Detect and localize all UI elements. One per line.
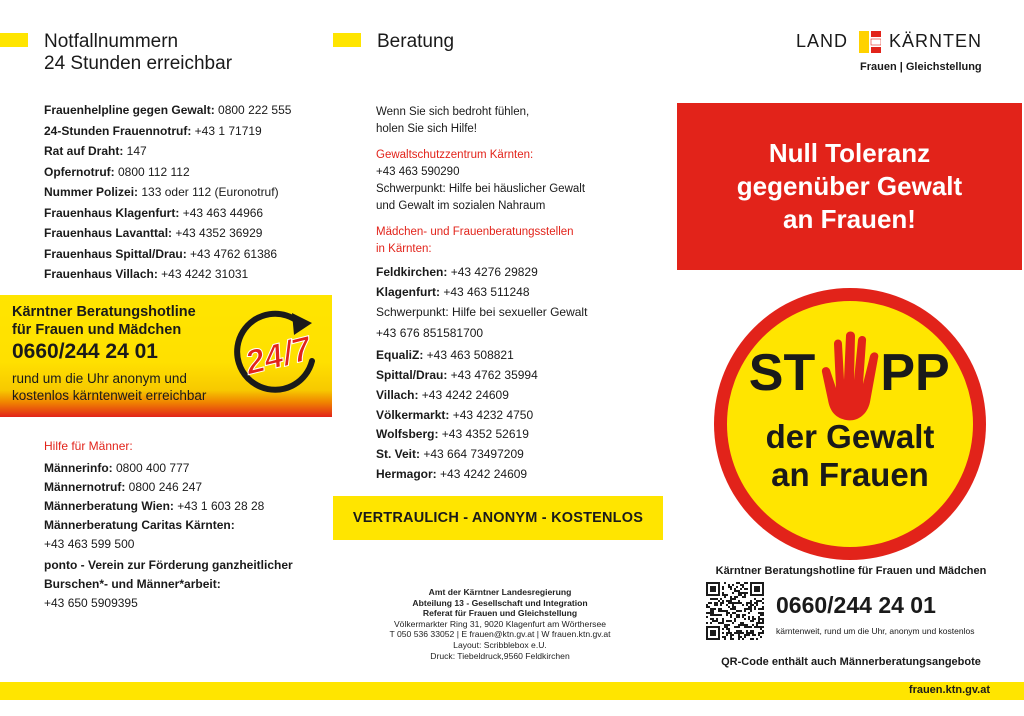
men-help-list	[44, 459, 293, 516]
hotline-banner	[0, 295, 332, 417]
caritas-label: Männerberatung Caritas Kärnten:	[44, 518, 235, 532]
office-row: EqualiZ: +43 463 508821	[376, 348, 514, 363]
hotline-title-line1: Kärntner Beratungshotline	[12, 304, 196, 320]
hotline-desc-line2: kostenlos kärntenweit erreichbar	[12, 388, 207, 403]
emergency-number-row: Nummer Polizei: 133 oder 112 (Euronotruf)	[44, 185, 279, 199]
mf-heading-1: Mädchen- und Frauenberatungsstellen	[376, 226, 574, 238]
stop-line-2: der Gewalt	[765, 418, 935, 455]
hotline-subtitle: kärntenweit, rund um die Uhr, anonym und kostenlos	[776, 626, 975, 636]
imprint-line-4: Völkermarkter Ring 31, 9020 Klagenfurt am Wörthersee	[393, 618, 607, 629]
gsz-phone: +43 463 590290	[376, 166, 460, 178]
hotline-description	[12, 370, 206, 404]
headline-line-1: Null Toleranz	[768, 138, 931, 168]
klagenfurt-focus: Schwerpunkt: Hilfe bei sexueller Gewalt	[376, 304, 588, 319]
yellow-marker	[0, 33, 28, 47]
emergency-number-row: Frauenhaus Villach: +43 4242 31031	[44, 267, 249, 281]
intro-line-2: holen Sie sich Hilfe!	[376, 123, 477, 135]
headline-line-3: an Frauen!	[783, 204, 916, 234]
imprint-line-2: Abteilung 13 - Gesellschaft und Integration	[412, 597, 588, 608]
stop-st: ST	[748, 344, 816, 402]
emergency-title-line2: 24 Stunden erreichbar	[44, 53, 233, 74]
men-help-row: Männerinfo: 0800 400 777	[44, 461, 190, 475]
website-link[interactable]: frauen.ktn.gv.at	[908, 684, 990, 696]
klagenfurt-phone-2: +43 676 851581700	[376, 326, 484, 341]
hotline-number: 0660/244 24 01	[12, 340, 158, 363]
office-klagenfurt: Klagenfurt: +43 463 511248	[376, 284, 530, 299]
office-feldkirchen: Feldkirchen: +43 4276 29829	[376, 265, 538, 279]
bottom-yellow-strip	[0, 682, 1024, 700]
imprint-line-6: Layout: Scribblebox e.U.	[453, 639, 547, 650]
stop-pp: PP	[880, 344, 950, 402]
emergency-number-row: Frauenhaus Spittal/Drau: +43 4762 61386	[44, 246, 278, 261]
women-office-list	[376, 263, 587, 485]
logo-subtitle: Frauen | Gleichstellung	[860, 61, 982, 73]
emergency-number-row: Opfernotruf: 0800 112 112	[44, 164, 190, 179]
yellow-marker-2	[333, 33, 361, 47]
logo-land: LAND	[796, 31, 849, 51]
emergency-number-row: Frauenhaus Klagenfurt: +43 463 44966	[44, 205, 264, 220]
gsz-focus-2: und Gewalt im sozialen Nahraum	[376, 200, 546, 212]
emergency-title-line1: Notfallnummern	[44, 31, 179, 52]
imprint-line-5: T 050 536 33052 | E frauen@ktn.gv.at | W frauen.ktn.gv.at	[389, 629, 611, 640]
emergency-number-row: Rat auf Draht: 147	[44, 144, 147, 158]
hotline-desc-line1: rund um die Uhr anonym und	[12, 371, 187, 386]
headline-line-2: gegenüber Gewalt	[736, 171, 963, 201]
emergency-number-row: Frauenhaus Lavanttal: +43 4352 36929	[44, 226, 263, 240]
ponto-label: ponto - Verein zur Förderung ganzheitlicher	[44, 558, 293, 572]
office-row: Wolfsberg: +43 4352 52619	[376, 427, 529, 442]
imprint	[340, 587, 660, 661]
land-kaernten-logo	[796, 31, 996, 81]
office-row: Völkermarkt: +43 4232 4750	[376, 407, 534, 422]
caritas-phone: +43 463 599 500	[44, 537, 135, 551]
intro-line-1: Wenn Sie sich bedroht fühlen,	[376, 106, 530, 118]
gsz-heading: Gewaltschutzzentrum Kärnten:	[376, 149, 534, 161]
men-help-row: Männerberatung Wien: +43 1 603 28 28	[44, 499, 265, 513]
emergency-number-row: Frauenhelpline gegen Gewalt: 0800 222 555	[44, 103, 292, 117]
twentyfour-seven-icon	[228, 309, 328, 397]
office-list-rest	[376, 346, 587, 485]
confidential-banner: VERTRAULICH - ANONYM - KOSTENLOS	[333, 496, 663, 540]
ponto-label-2: Burschen*- und Männer*arbeit:	[44, 577, 221, 591]
office-row: St. Veit: +43 664 73497209	[376, 447, 524, 462]
hotline-number-large: 0660/244 24 01	[776, 592, 936, 618]
men-help-row: Männernotruf: 0800 246 247	[44, 480, 203, 494]
stop-line-3: an Frauen	[771, 456, 929, 493]
stop-sign	[712, 286, 988, 562]
ponto-phone: +43 650 5909395	[44, 596, 138, 610]
imprint-line-1: Amt der Kärntner Landesregierung	[428, 587, 572, 597]
mf-heading-2: in Kärnten:	[376, 243, 432, 255]
hotline-title-line2: für Frauen und Mädchen	[12, 322, 182, 338]
counseling-title: Beratung	[377, 31, 455, 52]
men-help-section	[44, 437, 293, 613]
headline-box	[677, 103, 1022, 270]
qr-code-icon[interactable]	[706, 582, 764, 640]
coat-of-arms-icon	[859, 31, 881, 53]
office-row: Spittal/Drau: +43 4762 35994	[376, 367, 538, 382]
hotline-section-title: Kärntner Beratungshotline für Frauen und Mädchen	[715, 565, 987, 577]
badge-247-text: 24/7	[241, 329, 315, 383]
logo-kaernten: KÄRNTEN	[889, 31, 983, 51]
emergency-number-row: 24-Stunden Frauennotruf: +43 1 71719	[44, 123, 262, 138]
imprint-line-3: Referat für Frauen und Gleichstellung	[422, 608, 578, 619]
hotline-banner-title	[12, 303, 196, 339]
imprint-line-7: Druck: Tiebeldruck,9560 Feldkirchen	[430, 650, 570, 661]
office-row: Villach: +43 4242 24609	[376, 387, 509, 402]
office-row: Hermagor: +43 4242 24609	[376, 466, 528, 481]
emergency-number-list	[44, 100, 291, 285]
men-help-heading: Hilfe für Männer:	[44, 439, 133, 453]
emergency-title	[44, 31, 232, 75]
counseling-section	[376, 104, 585, 258]
gsz-focus-1: Schwerpunkt: Hilfe bei häuslicher Gewalt	[376, 183, 586, 195]
qr-note: QR-Code enthält auch Männerberatungsangebote	[721, 656, 981, 668]
